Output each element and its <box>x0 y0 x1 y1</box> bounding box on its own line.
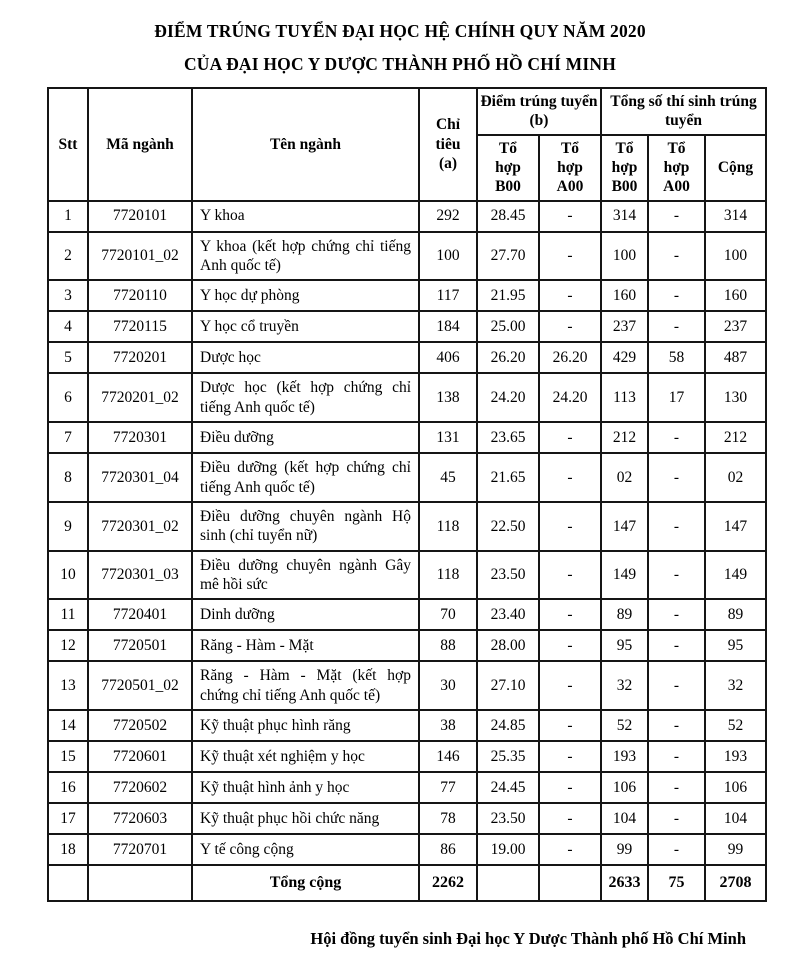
diem-a00-cell: 26.20 <box>539 342 601 373</box>
so-b00-cell: 237 <box>601 311 648 342</box>
diem-a00-cell: - <box>539 311 601 342</box>
table-row <box>48 201 766 232</box>
stt-cell: 14 <box>48 710 88 741</box>
so-b00-cell: 104 <box>601 803 648 834</box>
cong-cell: 193 <box>705 741 766 772</box>
diem-a00-cell: - <box>539 453 601 502</box>
ma-nganh-cell: 7720301_03 <box>88 551 192 600</box>
diem-b00-cell: 22.50 <box>477 502 539 551</box>
ten-nganh-cell: Kỹ thuật phục hình răng <box>192 710 419 741</box>
total-empty-cell <box>88 865 192 901</box>
header-ma-nganh: Mã ngành <box>88 88 192 201</box>
so-b00-cell: 113 <box>601 373 648 422</box>
diem-b00-cell: 23.40 <box>477 599 539 630</box>
diem-b00-cell: 24.45 <box>477 772 539 803</box>
total-so-a00-cell: 75 <box>648 865 705 901</box>
ten-nganh-cell: Dược học <box>192 342 419 373</box>
diem-a00-cell: - <box>539 803 601 834</box>
total-label-cell: Tổng cộng <box>192 865 419 901</box>
so-a00-cell: - <box>648 741 705 772</box>
cong-cell: 212 <box>705 422 766 453</box>
diem-a00-cell: - <box>539 280 601 311</box>
so-b00-cell: 429 <box>601 342 648 373</box>
so-a00-cell: - <box>648 422 705 453</box>
ma-nganh-cell: 7720201_02 <box>88 373 192 422</box>
ma-nganh-cell: 7720101 <box>88 201 192 232</box>
stt-cell: 15 <box>48 741 88 772</box>
table-row <box>48 311 766 342</box>
chi-tieu-cell: 77 <box>419 772 477 803</box>
table-row <box>48 280 766 311</box>
cong-cell: 106 <box>705 772 766 803</box>
ten-nganh-cell: Điều dưỡng chuyên ngành Gây mê hồi sức <box>192 551 419 600</box>
so-a00-cell: - <box>648 599 705 630</box>
cong-cell: 104 <box>705 803 766 834</box>
diem-b00-cell: 26.20 <box>477 342 539 373</box>
so-a00-cell: 17 <box>648 373 705 422</box>
so-b00-cell: 99 <box>601 834 648 865</box>
admission-score-table <box>47 87 767 902</box>
chi-tieu-cell: 118 <box>419 502 477 551</box>
ten-nganh-cell: Răng - Hàm - Mặt <box>192 630 419 661</box>
stt-cell: 6 <box>48 373 88 422</box>
so-b00-cell: 89 <box>601 599 648 630</box>
so-b00-cell: 193 <box>601 741 648 772</box>
so-a00-cell: - <box>648 453 705 502</box>
header-diem-to-hop-a00: Tổ hợp A00 <box>539 135 601 201</box>
diem-a00-cell: - <box>539 661 601 710</box>
cong-cell: 487 <box>705 342 766 373</box>
header-so-to-hop-b00: Tổ hợp B00 <box>601 135 648 201</box>
table-row <box>48 373 766 422</box>
so-b00-cell: 02 <box>601 453 648 502</box>
so-b00-cell: 32 <box>601 661 648 710</box>
diem-b00-cell: 19.00 <box>477 834 539 865</box>
ten-nganh-cell: Kỹ thuật xét nghiệm y học <box>192 741 419 772</box>
ma-nganh-cell: 7720201 <box>88 342 192 373</box>
so-b00-cell: 106 <box>601 772 648 803</box>
cong-cell: 99 <box>705 834 766 865</box>
ten-nganh-cell: Răng - Hàm - Mặt (kết hợp chứng chỉ tiếng Anh quốc tế) <box>192 661 419 710</box>
ma-nganh-cell: 7720501_02 <box>88 661 192 710</box>
table-body <box>48 201 766 902</box>
ma-nganh-cell: 7720603 <box>88 803 192 834</box>
table-row <box>48 710 766 741</box>
header-row-groups <box>48 88 766 135</box>
diem-b00-cell: 24.20 <box>477 373 539 422</box>
so-b00-cell: 52 <box>601 710 648 741</box>
table-row <box>48 630 766 661</box>
so-a00-cell: - <box>648 551 705 600</box>
stt-cell: 9 <box>48 502 88 551</box>
chi-tieu-cell: 86 <box>419 834 477 865</box>
diem-a00-cell: - <box>539 834 601 865</box>
cong-cell: 89 <box>705 599 766 630</box>
stt-cell: 12 <box>48 630 88 661</box>
cong-cell: 237 <box>705 311 766 342</box>
diem-a00-cell: - <box>539 232 601 281</box>
diem-a00-cell: - <box>539 502 601 551</box>
header-stt: Stt <box>48 88 88 201</box>
cong-cell: 130 <box>705 373 766 422</box>
diem-b00-cell: 21.95 <box>477 280 539 311</box>
ma-nganh-cell: 7720501 <box>88 630 192 661</box>
stt-cell: 11 <box>48 599 88 630</box>
stt-cell: 2 <box>48 232 88 281</box>
chi-tieu-cell: 78 <box>419 803 477 834</box>
chi-tieu-cell: 138 <box>419 373 477 422</box>
diem-b00-cell: 28.45 <box>477 201 539 232</box>
chi-tieu-cell: 292 <box>419 201 477 232</box>
table-row <box>48 661 766 710</box>
ma-nganh-cell: 7720602 <box>88 772 192 803</box>
ma-nganh-cell: 7720502 <box>88 710 192 741</box>
ten-nganh-cell: Y học cổ truyền <box>192 311 419 342</box>
so-a00-cell: - <box>648 201 705 232</box>
stt-cell: 4 <box>48 311 88 342</box>
document-title-line1: ĐIỂM TRÚNG TUYỂN ĐẠI HỌC HỆ CHÍNH QUY NĂM 2020 <box>154 21 646 41</box>
ten-nganh-cell: Dược học (kết hợp chứng chỉ tiếng Anh quốc tế) <box>192 373 419 422</box>
diem-a00-cell: - <box>539 551 601 600</box>
diem-b00-cell: 23.50 <box>477 803 539 834</box>
document-title-line2: CỦA ĐẠI HỌC Y DƯỢC THÀNH PHỐ HỒ CHÍ MINH <box>183 53 617 74</box>
ma-nganh-cell: 7720701 <box>88 834 192 865</box>
table-row <box>48 834 766 865</box>
diem-b00-cell: 23.50 <box>477 551 539 600</box>
chi-tieu-cell: 45 <box>419 453 477 502</box>
ten-nganh-cell: Dinh dưỡng <box>192 599 419 630</box>
diem-b00-cell: 24.85 <box>477 710 539 741</box>
diem-b00-cell: 28.00 <box>477 630 539 661</box>
total-so-b00-cell: 2633 <box>601 865 648 901</box>
ma-nganh-cell: 7720101_02 <box>88 232 192 281</box>
so-a00-cell: - <box>648 661 705 710</box>
ma-nganh-cell: 7720301 <box>88 422 192 453</box>
so-a00-cell: - <box>648 280 705 311</box>
stt-cell: 10 <box>48 551 88 600</box>
cong-cell: 32 <box>705 661 766 710</box>
so-b00-cell: 212 <box>601 422 648 453</box>
ten-nganh-cell: Y khoa <box>192 201 419 232</box>
cong-cell: 147 <box>705 502 766 551</box>
ten-nganh-cell: Kỹ thuật phục hồi chức năng <box>192 803 419 834</box>
ma-nganh-cell: 7720115 <box>88 311 192 342</box>
diem-b00-cell: 21.65 <box>477 453 539 502</box>
table-row <box>48 772 766 803</box>
chi-tieu-cell: 38 <box>419 710 477 741</box>
so-a00-cell: - <box>648 710 705 741</box>
so-a00-cell: 58 <box>648 342 705 373</box>
so-a00-cell: - <box>648 502 705 551</box>
so-b00-cell: 149 <box>601 551 648 600</box>
so-a00-cell: - <box>648 232 705 281</box>
stt-cell: 5 <box>48 342 88 373</box>
table-row <box>48 741 766 772</box>
diem-b00-cell: 25.00 <box>477 311 539 342</box>
chi-tieu-cell: 117 <box>419 280 477 311</box>
chi-tieu-cell: 146 <box>419 741 477 772</box>
cong-cell: 95 <box>705 630 766 661</box>
ma-nganh-cell: 7720110 <box>88 280 192 311</box>
diem-a00-cell: - <box>539 422 601 453</box>
chi-tieu-cell: 184 <box>419 311 477 342</box>
ten-nganh-cell: Điều dưỡng <box>192 422 419 453</box>
table-row <box>48 232 766 281</box>
stt-cell: 18 <box>48 834 88 865</box>
table-row <box>48 502 766 551</box>
so-a00-cell: - <box>648 834 705 865</box>
stt-cell: 13 <box>48 661 88 710</box>
total-diem-b00-cell <box>477 865 539 901</box>
stt-cell: 1 <box>48 201 88 232</box>
ten-nganh-cell: Điều dưỡng (kết hợp chứng chỉ tiếng Anh quốc tế) <box>192 453 419 502</box>
diem-a00-cell: - <box>539 772 601 803</box>
total-cong-cell: 2708 <box>705 865 766 901</box>
so-a00-cell: - <box>648 311 705 342</box>
table-row <box>48 453 766 502</box>
cong-cell: 314 <box>705 201 766 232</box>
cong-cell: 149 <box>705 551 766 600</box>
header-group-diem-trung-tuyen: Điểm trúng tuyển (b) <box>477 88 601 135</box>
cong-cell: 160 <box>705 280 766 311</box>
signature-line: Hội đồng tuyển sinh Đại học Y Dược Thành phố Hồ Chí Minh <box>310 929 746 949</box>
cong-cell: 02 <box>705 453 766 502</box>
total-diem-a00-cell <box>539 865 601 901</box>
stt-cell: 8 <box>48 453 88 502</box>
ten-nganh-cell: Kỹ thuật hình ảnh y học <box>192 772 419 803</box>
chi-tieu-cell: 118 <box>419 551 477 600</box>
so-b00-cell: 160 <box>601 280 648 311</box>
chi-tieu-cell: 70 <box>419 599 477 630</box>
ma-nganh-cell: 7720601 <box>88 741 192 772</box>
diem-b00-cell: 27.70 <box>477 232 539 281</box>
diem-a00-cell: - <box>539 710 601 741</box>
cong-cell: 52 <box>705 710 766 741</box>
so-b00-cell: 95 <box>601 630 648 661</box>
so-b00-cell: 100 <box>601 232 648 281</box>
so-a00-cell: - <box>648 630 705 661</box>
so-b00-cell: 314 <box>601 201 648 232</box>
ten-nganh-cell: Y khoa (kết hợp chứng chỉ tiếng Anh quốc tế) <box>192 232 419 281</box>
diem-a00-cell: 24.20 <box>539 373 601 422</box>
cong-cell: 100 <box>705 232 766 281</box>
diem-a00-cell: - <box>539 741 601 772</box>
header-cong: Cộng <box>705 135 766 201</box>
stt-cell: 16 <box>48 772 88 803</box>
total-chi-tieu-cell: 2262 <box>419 865 477 901</box>
chi-tieu-cell: 30 <box>419 661 477 710</box>
header-ten-nganh: Tên ngành <box>192 88 419 201</box>
table-row <box>48 551 766 600</box>
ma-nganh-cell: 7720301_02 <box>88 502 192 551</box>
header-chi-tieu: Chỉ tiêu (a) <box>419 88 477 201</box>
diem-b00-cell: 25.35 <box>477 741 539 772</box>
table-header <box>48 88 766 201</box>
chi-tieu-cell: 100 <box>419 232 477 281</box>
total-row <box>48 865 766 901</box>
table-row <box>48 342 766 373</box>
stt-cell: 3 <box>48 280 88 311</box>
header-diem-to-hop-b00: Tổ hợp B00 <box>477 135 539 201</box>
header-group-tong-so-thi-sinh: Tổng số thí sinh trúng tuyển <box>601 88 766 135</box>
stt-cell: 17 <box>48 803 88 834</box>
ma-nganh-cell: 7720401 <box>88 599 192 630</box>
ma-nganh-cell: 7720301_04 <box>88 453 192 502</box>
chi-tieu-cell: 88 <box>419 630 477 661</box>
table-row <box>48 599 766 630</box>
so-a00-cell: - <box>648 772 705 803</box>
total-empty-cell <box>48 865 88 901</box>
ten-nganh-cell: Y tế công cộng <box>192 834 419 865</box>
chi-tieu-cell: 131 <box>419 422 477 453</box>
ten-nganh-cell: Y học dự phòng <box>192 280 419 311</box>
ten-nganh-cell: Điều dưỡng chuyên ngành Hộ sinh (chỉ tuyển nữ) <box>192 502 419 551</box>
table-row <box>48 803 766 834</box>
diem-b00-cell: 23.65 <box>477 422 539 453</box>
chi-tieu-cell: 406 <box>419 342 477 373</box>
diem-a00-cell: - <box>539 630 601 661</box>
so-a00-cell: - <box>648 803 705 834</box>
diem-a00-cell: - <box>539 599 601 630</box>
stt-cell: 7 <box>48 422 88 453</box>
so-b00-cell: 147 <box>601 502 648 551</box>
table-row <box>48 422 766 453</box>
diem-a00-cell: - <box>539 201 601 232</box>
diem-b00-cell: 27.10 <box>477 661 539 710</box>
header-so-to-hop-a00: Tổ hợp A00 <box>648 135 705 201</box>
